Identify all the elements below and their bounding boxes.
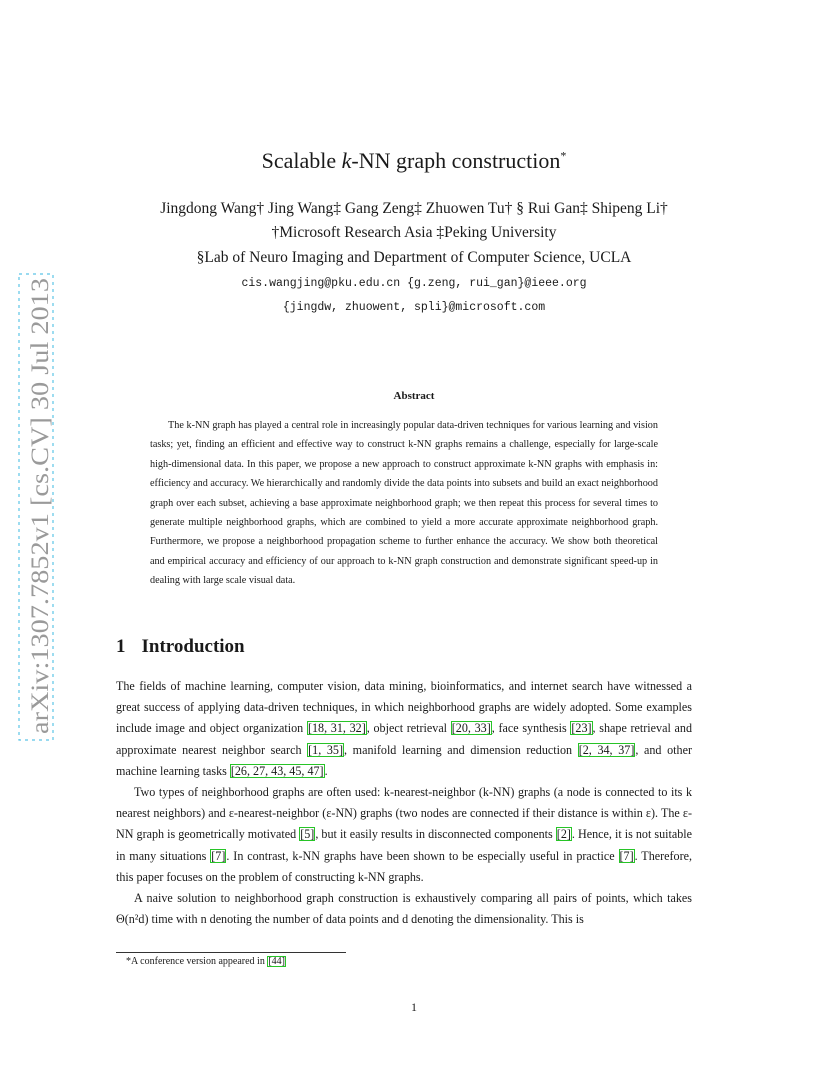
paragraph-text: , face synthesis [491, 721, 571, 736]
citation-link[interactable]: [2] [556, 827, 571, 842]
citation-link[interactable]: [26, 27, 43, 45, 47] [230, 763, 324, 778]
paragraph-3: A naive solution to neighborhood graph construction is exhaustively comparing all pairs of points, which takes Θ(n²d) time with n denoting the number of data points and d denoting the dimensionality. This is [116, 891, 692, 927]
paragraph-text: , but it easily results in disconnected components [315, 827, 556, 842]
abstract-text: The k-NN graph has played a central role in increasingly popular data-driven techniques for various learning and vision tasks; yet, finding an efficient and effective way to construct k-NN graphs remains a challenge, especially for large-scale high-dimensional data. In this paper, we propose a new approach to construct approximate k-NN graphs with emphasis in: efficiency and accuracy. We hierarchically and randomly divide the data points into subsets and build an exact neighborhood graph over each subset, achieving a base approximate neighborhood graph; we then repeat this process for several times to generate multiple neighborhood graphs, which are combined to yield a more accurate approximate neighborhood graph. Furthermore, we propose a neighborhood propagation scheme to further enhance the accuracy. We show both theoretical and empirical accuracy and efficiency of our approach to k-NN graph construction and demonstrate significant speed-up in dealing with large scale visual data. [150, 420, 658, 587]
section-title: Introduction [141, 636, 245, 657]
email-line-2: {jingdw, zhuowent, spli}@microsoft.com [282, 301, 546, 314]
affiliation-line-1: †Microsoft Research Asia ‡Peking University [271, 224, 557, 241]
paragraph-text: . In contrast, k-NN graphs have been shown to be especially useful in practice [226, 848, 619, 863]
title-text-post: -NN graph construction [351, 148, 561, 173]
citation-link[interactable]: [20, 33] [451, 721, 491, 736]
paragraph-text: The fields of machine learning, computer vision, data mining, bioinformatics, and internet search have witnessed a great success of applying data-driven techniques, in which neighborhood graphs are widely adopted. Some examples include image and object organization [116, 679, 692, 736]
section-heading [116, 636, 245, 658]
paragraph-text: , shape retrieval and approximate nearest neighbor search [116, 721, 692, 757]
section-number: 1 [116, 636, 126, 657]
paragraph-text: , and other machine learning tasks [116, 742, 692, 778]
paragraph-text: , manifold learning and dimension reduction [344, 742, 578, 757]
abstract-heading: Abstract [393, 390, 435, 402]
section-body [116, 676, 692, 930]
title-k: k [341, 148, 352, 173]
paragraph-text: , object retrieval [366, 721, 451, 736]
citation-link[interactable]: [7] [211, 848, 226, 863]
paragraph-text: . Hence, it is not suitable in many situations [116, 827, 692, 863]
author-list: Jingdong Wang† Jing Wang‡ Gang Zeng‡ Zhuowen Tu† § Rui Gan‡ Shipeng Li† [160, 200, 668, 217]
abstract-body [150, 416, 658, 591]
title-footnote-mark: * [560, 148, 567, 163]
arxiv-stamp-text: arXiv:1307.7852v1 [cs.CV] 30 Jul 2013 [25, 323, 54, 734]
paragraph-text: . Therefore, this paper focuses on the problem of constructing k-NN graphs. [116, 848, 692, 884]
arxiv-stamp-graphic [5, 272, 67, 742]
paper-title [0, 148, 828, 174]
citation-link[interactable]: [1, 35] [308, 742, 344, 757]
footnote [126, 956, 286, 967]
citation-link[interactable]: [44] [268, 956, 285, 967]
footnote-text: *A conference version appeared in [126, 956, 268, 967]
citation-link[interactable]: [5] [300, 827, 315, 842]
email-line-1: cis.wangjing@pku.edu.cn {g.zeng, rui_gan}@ieee.org [241, 277, 587, 290]
arxiv-stamp [5, 272, 67, 742]
page-number: 1 [411, 1000, 417, 1014]
citation-link[interactable]: [2, 34, 37] [578, 742, 635, 757]
title-text-pre: Scalable [261, 148, 342, 173]
paragraph-text: . [324, 763, 328, 778]
paragraph-1 [116, 676, 692, 782]
affiliation-line-2: §Lab of Neuro Imaging and Department of Computer Science, UCLA [196, 249, 632, 266]
citation-link[interactable]: [23] [571, 721, 592, 736]
citation-link[interactable]: [7] [619, 848, 634, 863]
paragraph-text: Two types of neighborhood graphs are often used: k-nearest-neighbor (k-NN) graphs (a node is connected to its k nearest neighbors) and ε-nearest-neighbor (ε-NN) graphs (two nodes are connected if their distance is within ε). The ε-NN graph is geometrically motivated [116, 785, 692, 842]
citation-link[interactable]: [18, 31, 32] [307, 721, 366, 736]
footnote-rule [116, 952, 346, 953]
paragraph-2 [116, 782, 692, 888]
